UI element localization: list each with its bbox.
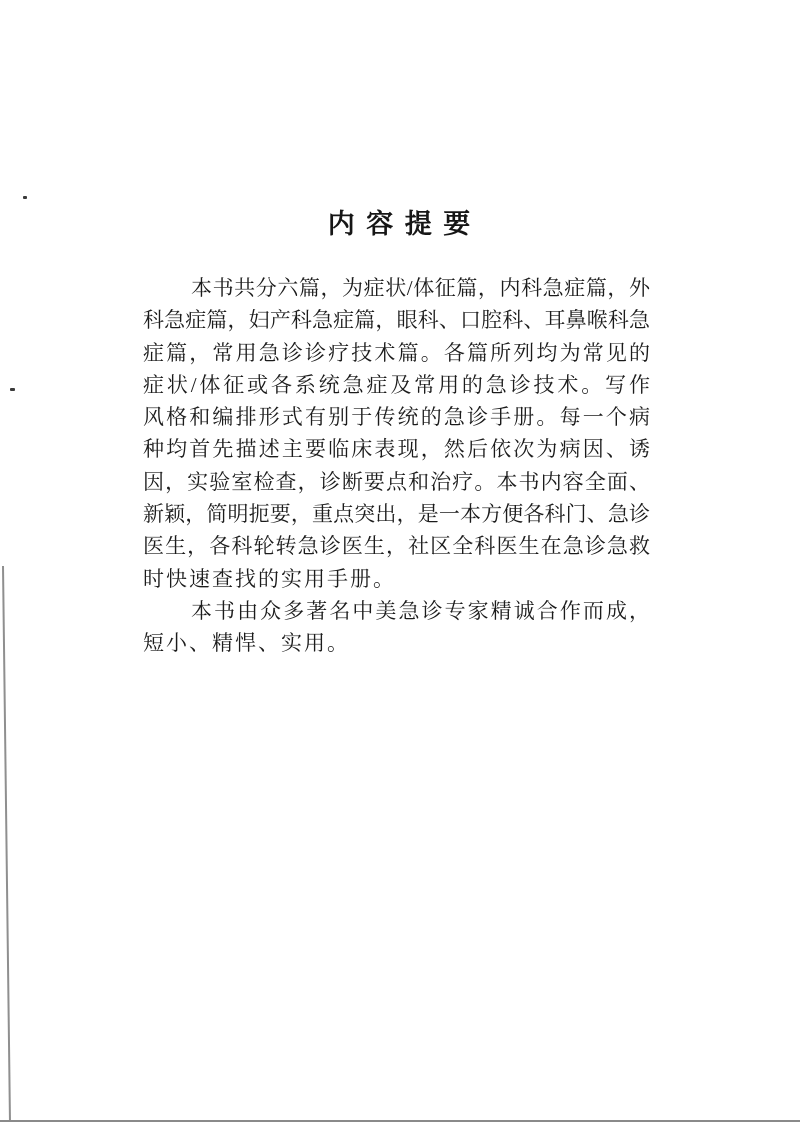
text-line: 本书共分六篇，为症状/体征篇，内科急症篇，外 — [191, 276, 650, 300]
scan-speck — [10, 388, 15, 391]
scan-speck — [23, 196, 27, 199]
text-line: 时快速查找的实用手册。 — [143, 566, 396, 591]
page-title: 内 容 提 要 — [327, 209, 473, 239]
text-line: 新颖，简明扼要，重点突出，是一本方便各科门、急诊 — [143, 502, 650, 527]
text-line: 本书由众多著名中美急诊专家精诚合作而成， — [191, 598, 650, 623]
text-line: 种均首先描述主要临床表现，然后依次为病因、诱 — [143, 437, 650, 462]
scan-edge-line-left — [2, 566, 11, 1122]
text-line: 症篇，常用急诊诊疗技术篇。各篇所列均为常见的 — [143, 340, 650, 365]
text-line: 科急症篇，妇产科急症篇，眼科、口腔科、耳鼻喉科急 — [143, 308, 650, 333]
text-line: 风格和编排形式有别于传统的急诊手册。每一个病 — [143, 405, 650, 430]
text-line: 因，实验室检查，诊断要点和治疗。本书内容全面、 — [143, 469, 650, 494]
text-line: 医生，各科轮转急诊医生，社区全科医生在急诊急救 — [143, 534, 650, 559]
body-text — [143, 272, 650, 660]
text-line: 短小、精悍、实用。 — [143, 631, 350, 656]
text-line: 症状/体征或各系统急症及常用的急诊技术。写作 — [143, 372, 650, 397]
